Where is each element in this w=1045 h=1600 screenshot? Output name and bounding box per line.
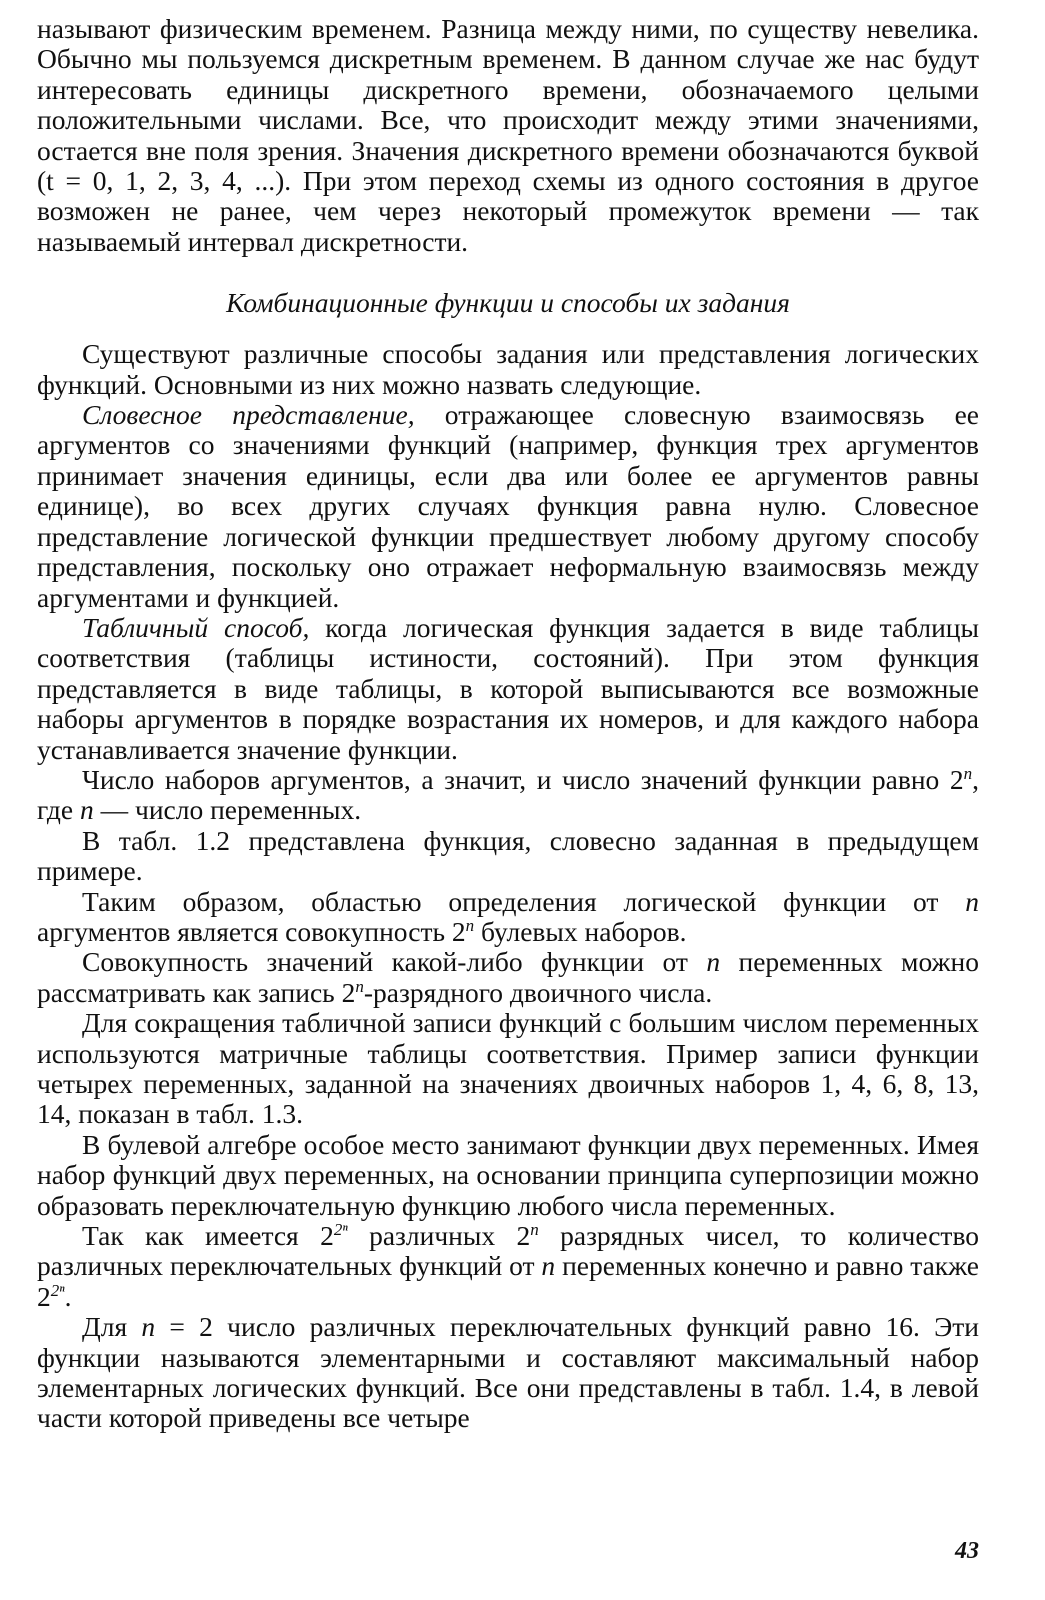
- text-fragment: булевых наборов.: [474, 915, 687, 947]
- superscript: n: [530, 1219, 539, 1239]
- term-verbal: Словесное представление,: [82, 399, 415, 431]
- text-fragment: = 2 число различных переключательных функций равно 16. Эти функции называются элементарными и составляют максимальный набор элементарных логических функций. Все они представлены в табл. 1.4, в левой части которой приведены все четыре: [37, 1311, 979, 1434]
- text-fragment: , где: [37, 763, 979, 826]
- variable-n: n: [706, 946, 721, 978]
- variable-n: n: [541, 1250, 556, 1282]
- variable-n: n: [965, 885, 979, 917]
- text-fragment: переменных конечно и равно также 2: [37, 1250, 979, 1312]
- paragraph-domain: [37, 887, 979, 948]
- paragraph-tabular-text: когда логическая функция задается в виде таблицы соответствия (таблицы истиности, состояний). При этом функция представляется в виде таблицы, в которой выписываются все возможные наборы аргументов в порядке возрастания их номеров, и для каждого набора устанавливается значение функции.: [37, 611, 979, 765]
- paragraph-boolean: В булевой алгебре особое место занимают функции двух переменных. Имея набор функций двух переменных, на основании принципа суперпозиции можно образовать переключательную функцию любого числа переменных.: [37, 1128, 979, 1221]
- text-fragment: разрядных чисел, то количество различных переключательных функций от: [37, 1220, 979, 1282]
- text-fragment: Так как имеется 2: [82, 1220, 334, 1252]
- superscript: 2ⁿ: [50, 1280, 65, 1300]
- superscript: n: [465, 915, 475, 935]
- text-fragment: переменных можно рассматривать как запись 2: [37, 946, 979, 1008]
- text-fragment: аргументов является совокупность 2: [37, 915, 466, 947]
- page-number: 43: [955, 1538, 979, 1564]
- text-fragment: различных 2: [347, 1220, 531, 1252]
- text-fragment: .: [64, 1280, 72, 1312]
- paragraph-binary: [37, 947, 979, 1008]
- paragraph-switching: [37, 1221, 979, 1312]
- document-page: [37, 14, 979, 1434]
- term-tabular: Табличный способ,: [82, 611, 310, 643]
- variable-n: n: [79, 794, 94, 826]
- paragraph-verbal: [37, 400, 979, 613]
- superscript: n: [963, 763, 973, 783]
- text-fragment: Число наборов аргументов, а значит, и число значений функции равно 2: [82, 763, 964, 795]
- text-fragment: Для: [82, 1311, 142, 1343]
- superscript: n: [355, 976, 364, 996]
- paragraph-count: [37, 765, 979, 826]
- paragraph-intro: называют физическим временем. Разница между ними, по существу невелика. Обычно мы пользуемся дискретным временем. В данном случае же нас будут интересовать единицы дискретного времени, обозначаемого целыми положительными числами. Все, что происходит между этими значениями, остается вне поля зрения. Значения дискретного времени обозначаются буквой (t = 0, 1, 2, 3, 4, ...). При этом переход схемы из одного состояния в другое возможен не ранее, чем через некоторый промежуток времени — так называемый интервал дискретности.: [37, 13, 979, 257]
- text-fragment: Совокупность значений какой-либо функции от: [82, 946, 707, 978]
- paragraph-methods: Существуют различные способы задания или представления логических функций. Основными из них можно назвать следующие.: [37, 338, 979, 400]
- paragraph-elementary: [37, 1312, 979, 1434]
- text-fragment: — число переменных.: [93, 794, 362, 826]
- text-fragment: -разрядного двоичного числа.: [363, 976, 713, 1008]
- superscript: 2ⁿ: [333, 1219, 348, 1239]
- paragraph-matrix: Для сокращения табличной записи функций с большим числом переменных используются матричные таблицы соответствия. Пример записи функции четырех переменных, заданной на значениях двоичных наборов 1, 4, 6, 8, 13, 14, показан в табл. 1.3.: [37, 1007, 979, 1130]
- section-heading: Комбинационные функции и способы их задания: [226, 287, 790, 319]
- text-fragment: Таким образом, областью определения логической функции от: [82, 885, 966, 917]
- paragraph-tabular: [37, 613, 979, 765]
- paragraph-table-ref: В табл. 1.2 представлена функция, словесно заданная в предыдущем примере.: [37, 824, 979, 887]
- variable-n: n: [141, 1311, 156, 1343]
- paragraph-verbal-text: отражающее словесную взаимосвязь ее аргументов со значениями функций (например, функция трех аргументов принимает значения единицы, если два или более ее аргументов равны единице), во всех других случаях функция равна нулю. Словесное представление логической функции предшествует любому другому способу представления, поскольку оно отражает неформальную взаимосвязь между аргументами и функцией.: [37, 399, 979, 613]
